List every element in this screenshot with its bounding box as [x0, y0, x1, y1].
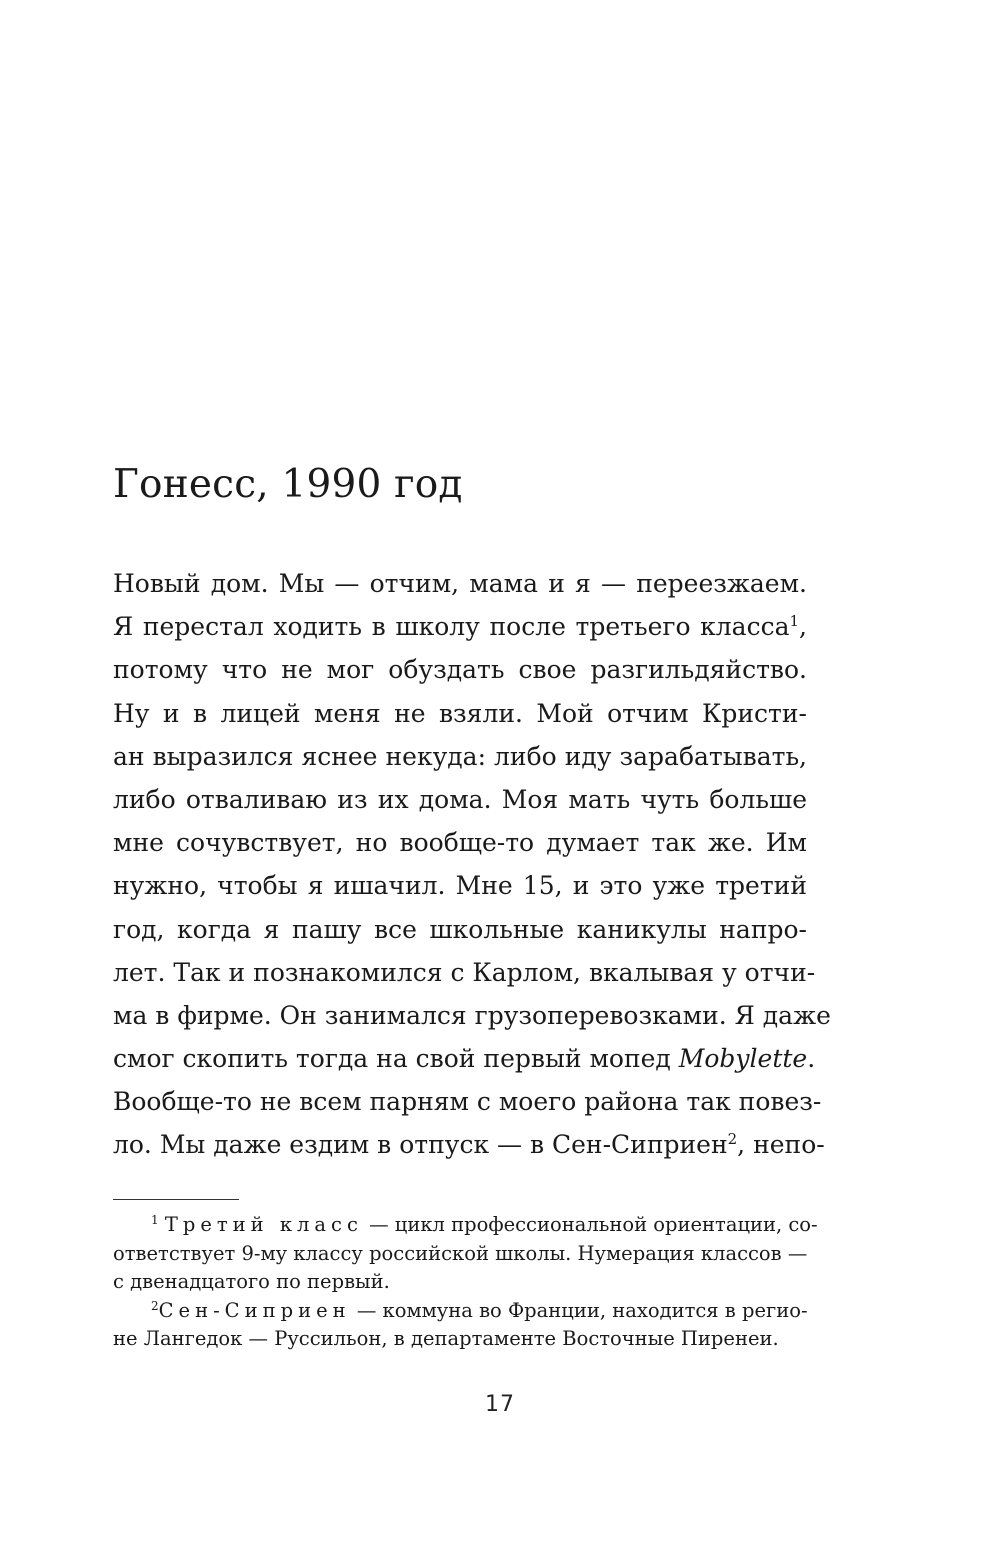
- body-line: [113, 1080, 822, 1123]
- body-line: [113, 821, 807, 864]
- body-line: [113, 994, 831, 1037]
- punctuation: .: [807, 1044, 816, 1074]
- body-line: [113, 908, 807, 951]
- body-line-text: мне сочувствует, но вообще-то думает так же. Им: [113, 828, 807, 858]
- footnote-text: не Лангедок — Руссильон, в департаменте Восточные Пиренеи.: [113, 1327, 779, 1350]
- body-line-text: Я перестал ходить в школу после третьего класса: [113, 612, 790, 642]
- body-line-text: Вообще-то не всем парням с моего района так повез-: [113, 1087, 822, 1117]
- footnote-separator: [113, 1199, 239, 1200]
- footnote-text: — коммуна во Франции, находится в регио-: [356, 1298, 808, 1322]
- body-line: [113, 1123, 825, 1166]
- punctuation: ,: [799, 612, 807, 642]
- footnote-reference[interactable]: 2: [727, 1130, 738, 1149]
- footnote-term: Сен-Сиприен: [158, 1298, 351, 1322]
- body-line-text: непо-: [753, 1130, 825, 1160]
- body-line-text: ма в фирме. Он занимался грузоперевозками. Я даже: [113, 1000, 831, 1030]
- body-line-text: Новый дом. Мы — отчим, мама и я — переезжаем.: [113, 569, 807, 598]
- body-line-text: ан выразился яснее некуда: либо иду зарабатывать,: [113, 741, 807, 771]
- body-line-text: либо отваливаю из их дома. Моя мать чуть больше: [113, 784, 807, 814]
- footnote-term: Третий класс: [164, 1213, 363, 1236]
- footnote-1-line: [113, 1240, 807, 1269]
- body-line-text: Ну и в лицей меня не взяли. Мой отчим Кристи-: [113, 698, 807, 728]
- body-line: [113, 692, 807, 735]
- italic-term: Mobylette: [678, 1044, 808, 1074]
- body-line: [113, 1037, 816, 1080]
- footnote-reference[interactable]: 1: [789, 612, 800, 631]
- punctuation: ,: [737, 1130, 746, 1160]
- page-number: 17: [485, 1392, 515, 1417]
- footnote-2-line: [113, 1325, 807, 1354]
- footnote-text: с двенадцатого по первый.: [113, 1270, 390, 1293]
- body-line: [113, 735, 807, 778]
- body-line-text: нужно, чтобы я ишачил. Мне 15, и это уже третий: [113, 871, 807, 901]
- body-line-text: смог скопить тогда на свой первый мопед: [113, 1044, 671, 1074]
- body-line-text: лет. Так и познакомился с Карлом, вкалывая у отчи-: [113, 957, 816, 987]
- body-line-text: год, когда я пашу все школьные каникулы напро-: [113, 914, 807, 944]
- body-line: [113, 778, 807, 821]
- footnote-1-line: [113, 1268, 807, 1297]
- body-line: [113, 562, 807, 605]
- body-line-text: потому что не мог обуздать свое разгильдяйство.: [113, 655, 807, 685]
- body-line: [113, 605, 807, 648]
- footnote-text: ответствует 9-му классу российской школы. Нумерация классов —: [113, 1241, 808, 1265]
- footnote-2-line: [113, 1297, 807, 1326]
- footnotes: [113, 1211, 818, 1354]
- footnote-1-line: [113, 1211, 818, 1240]
- chapter-title: Гонесс, 1990 год: [113, 462, 463, 507]
- body-line-text: ло. Мы даже ездим в отпуск — в Сен-Сиприен: [113, 1130, 728, 1160]
- body-line: [113, 864, 807, 907]
- footnote-mark: 1: [151, 1213, 159, 1227]
- footnote-text: — цикл профессиональной ориентации, со-: [369, 1213, 818, 1236]
- body-text: [113, 562, 831, 1167]
- body-line: [113, 648, 807, 691]
- body-line: [113, 951, 816, 994]
- footnote-mark: 2: [151, 1298, 159, 1313]
